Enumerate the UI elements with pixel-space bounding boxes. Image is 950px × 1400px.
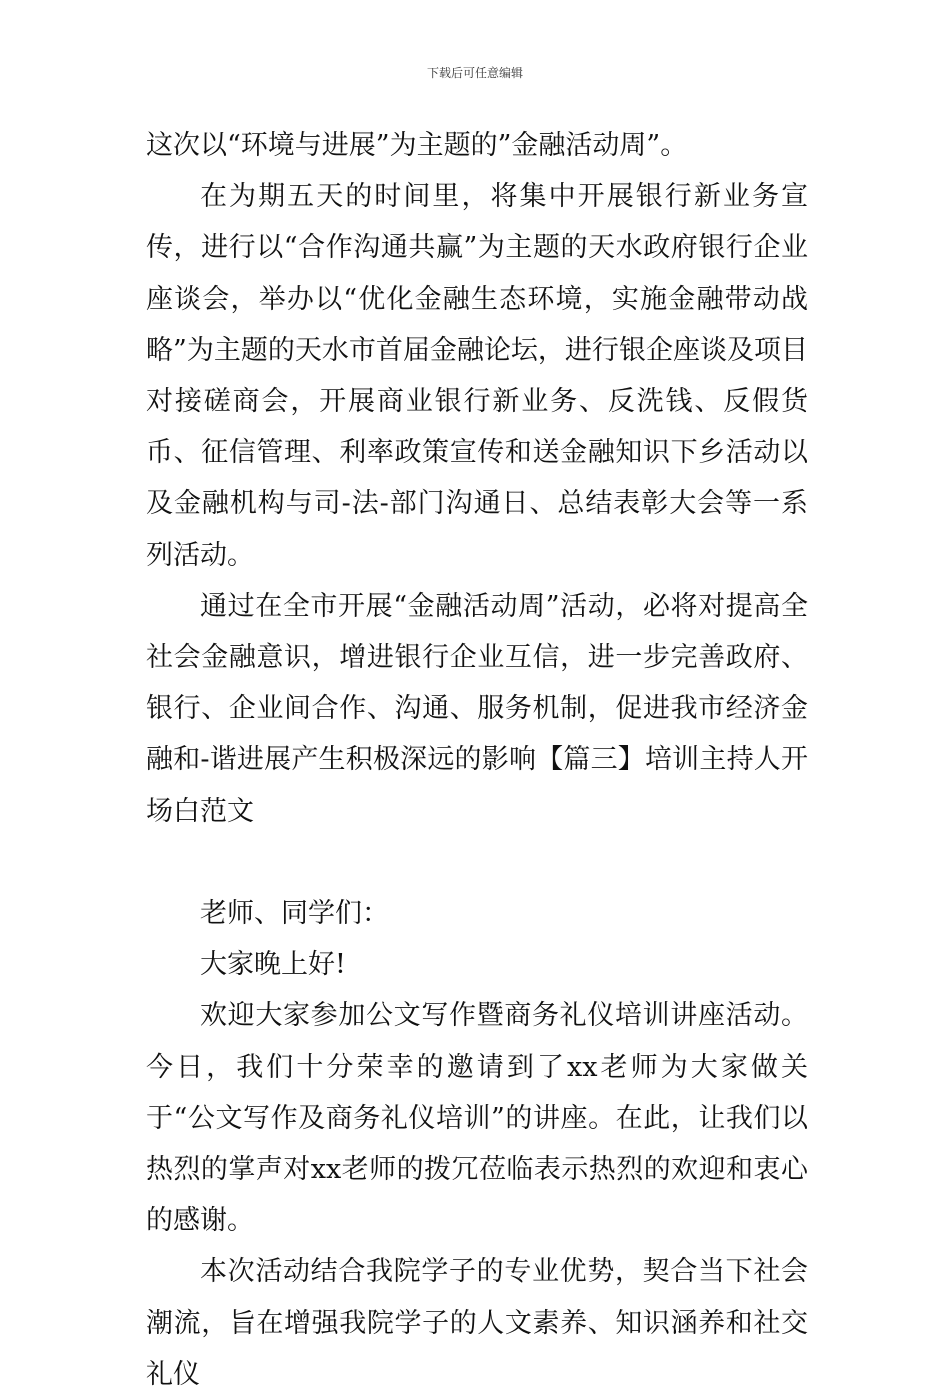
blank-line xyxy=(146,837,808,888)
paragraph-1: 这次以“环境与进展”为主题的”金融活动周”。 xyxy=(146,130,688,161)
paragraph-3: 通过在全市开展“金融活动周”活动，必将对提高全社会金融意识，增进银行企业互信，进一步完善政府、银行、企业间合作、沟通、服务机制，促进我市经济金融和-谐进展产生积极深远的影响【篇三】培训主持人开场白范文 xyxy=(146,590,808,827)
document-body xyxy=(146,120,808,1400)
paragraph-2: 在为期五天的时间里，将集中开展银行新业务宣传，进行以“合作沟通共赢”为主题的天水政府银行企业座谈会，举办以“优化金融生态环境，实施金融带动战略”为主题的天水市首届金融论坛，进行银企座谈及项目对接磋商会，开展商业银行新业务、反洗钱、反假货币、征信管理、利率政策宣传和送金融知识下乡活动以及金融机构与司-法-部门沟通日、总结表彰大会等一系列活动。 xyxy=(146,181,808,571)
paragraph-activity: 本次活动结合我院学子的专业优势，契合当下社会潮流，旨在增强我院学子的人文素养、知识涵养和社交礼仪 xyxy=(146,1256,808,1390)
greeting: 大家晚上好! xyxy=(200,949,346,981)
paragraph-welcome: 欢迎大家参加公文写作暨商务礼仪培训讲座活动。今日，我们十分荣幸的邀请到了xx老师为大家做关于“公文写作及商务礼仪培训”的讲座。在此，让我们以热烈的掌声对xx老师的拨冗莅临表示热烈的欢迎和衷心的感谢。 xyxy=(146,1000,808,1237)
salutation: 老师、同学们： xyxy=(200,898,389,930)
page-header: 下载后可任意编辑 xyxy=(426,66,523,80)
